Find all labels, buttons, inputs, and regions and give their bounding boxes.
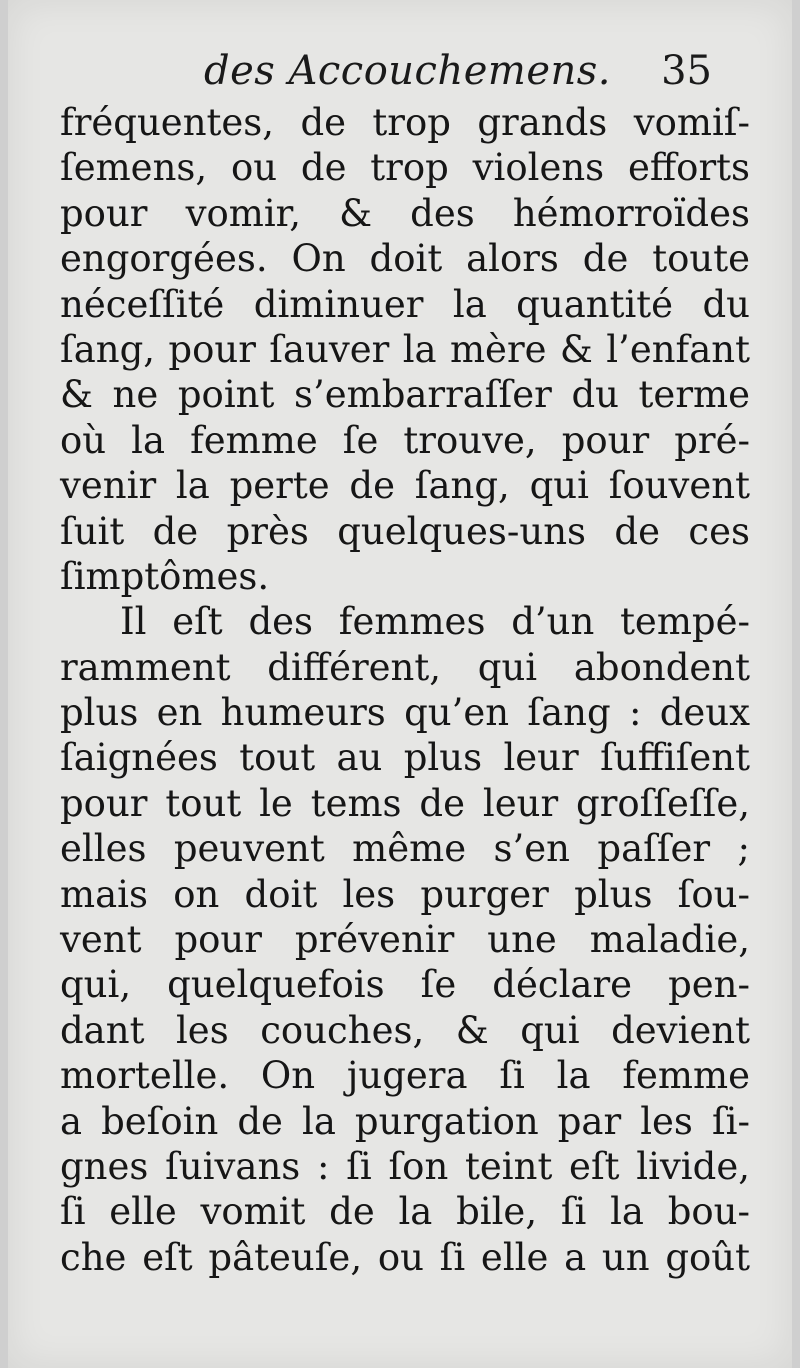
book-page [8, 0, 792, 1368]
text-line: venir la perte de ſang, qui ſouvent [60, 464, 750, 508]
text-line: dant les couches, & qui devient [60, 1008, 750, 1052]
text-line: ſang, pour ſauver la mère & l’enfant [60, 327, 750, 371]
text-line: qui, quelquefois ſe déclare pen- [60, 963, 750, 1007]
text-line: néceſſité diminuer la quantité du [60, 282, 750, 326]
text-line: fréquentes, de trop grands vomiſ- [60, 101, 750, 144]
text-line: mais on doit les purger plus ſou- [60, 872, 750, 916]
body-text [60, 100, 750, 1280]
text-line: mortelle. On jugera ſi la femme [60, 1054, 750, 1098]
text-line: engorgées. On doit alors de toute [60, 237, 750, 281]
running-title: des Accouchemens. [204, 48, 611, 94]
text-line: ſi elle vomit de la bile, ſi la bou- [60, 1190, 750, 1234]
text-line: plus en humeurs qu’en ſang : deux [60, 691, 750, 735]
text-line: ſemens, ou de trop violens efforts [60, 146, 750, 190]
text-line: vent pour prévenir une maladie, [60, 918, 750, 962]
text-line: elles peuvent même s’en paſſer ; [60, 827, 750, 871]
text-line: ſaignées tout au plus leur ſuffiſent [60, 736, 750, 780]
text-line: où la femme ſe trouve, pour pré- [60, 418, 750, 462]
text-line: pour tout le tems de leur groſſeſſe, [60, 781, 750, 825]
text-line: a beſoin de la purgation par les ſi- [60, 1099, 750, 1143]
page-header [8, 48, 792, 108]
text-line: ſuit de près quelques-uns de ces [60, 509, 750, 553]
text-line: pour vomir, & des hémorroïdes [60, 191, 750, 235]
text-line: ſimptômes. [60, 554, 270, 598]
text-line: che eſt pâteuſe, ou ſi elle a un goût [60, 1235, 750, 1279]
page-number: 35 [661, 48, 712, 94]
text-line: gnes ſuivans : ſi ſon teint eſt livide, [60, 1144, 750, 1188]
text-line: Il eſt des femmes d’un tempé- [120, 600, 750, 644]
text-line: & ne point s’embarraſſer du terme [60, 373, 750, 417]
text-line: ramment différent, qui abondent [60, 645, 750, 689]
